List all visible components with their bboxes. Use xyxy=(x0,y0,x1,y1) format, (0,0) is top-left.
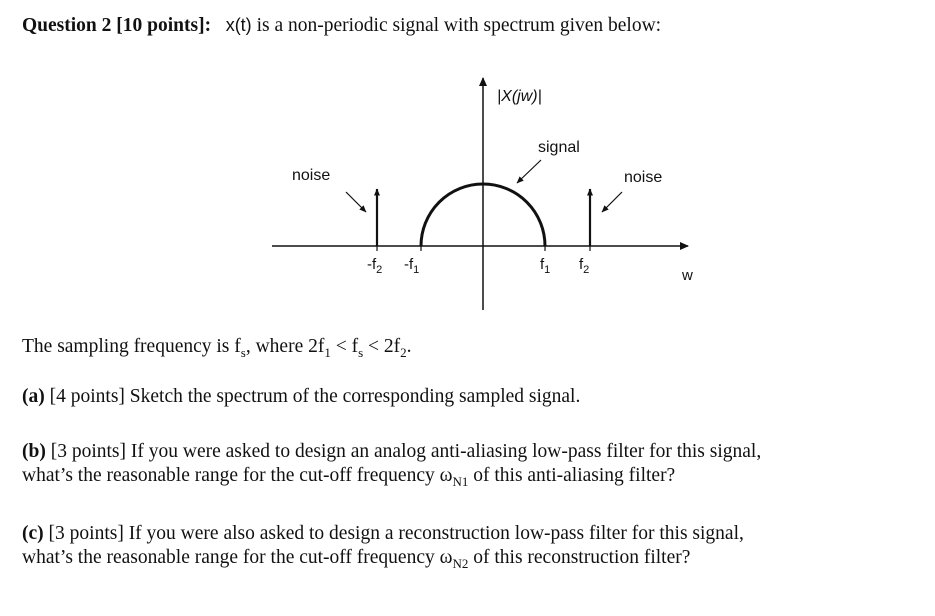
less-than-1: < xyxy=(330,336,352,357)
noise-left-pointer-arrow xyxy=(346,192,366,212)
part-a-text: [4 points] Sketch the spectrum of the corresponding sampled signal. xyxy=(44,386,581,407)
sampling-prefix: The sampling frequency is xyxy=(22,336,235,357)
signal-pointer-arrow xyxy=(517,160,541,183)
fs-symbol: f xyxy=(234,336,241,357)
sampling-end: . xyxy=(406,336,412,357)
sampling-frequency-sentence xyxy=(22,335,412,365)
part-c-line1-text: [3 points] If you were also asked to design a reconstruction low-pass filter for this signal, xyxy=(43,523,744,544)
tick-label-f1: $f_1$ xyxy=(540,256,551,276)
part-b-line-1 xyxy=(22,440,761,464)
two-f-two: 2f xyxy=(383,336,401,357)
signal-name: x(t) xyxy=(225,15,252,35)
tick-label-f2: $f_2$ xyxy=(579,256,590,276)
part-b-line1-text: [3 points] If you were asked to design an analog anti-aliasing low-pass filter for this signal, xyxy=(45,441,762,462)
magnitude-axis-label: |X(jw)| xyxy=(497,88,542,105)
omega-n2: ω xyxy=(439,547,453,568)
f-two-subscript: 2 xyxy=(400,344,407,360)
frequency-axis-label: w xyxy=(682,267,693,284)
part-c-line-1 xyxy=(22,522,744,546)
omega-n1-subscript: N1 xyxy=(452,473,469,489)
part-a-label: (a) xyxy=(22,386,45,407)
noise-right-pointer-arrow xyxy=(602,192,622,212)
two-f-one: 2f xyxy=(308,336,325,357)
noise-right-label: noise xyxy=(624,169,663,186)
less-than-2: < xyxy=(363,336,384,357)
fs-symbol-2: f xyxy=(351,336,359,357)
part-c-line2-post: of this reconstruction filter? xyxy=(468,547,691,568)
omega-n2-subscript: N2 xyxy=(452,555,469,571)
f-one-subscript: 1 xyxy=(324,344,331,360)
part-c-line-2 xyxy=(22,546,690,576)
question-number: Question 2 [10 points]: xyxy=(22,15,212,36)
part-c-label: (c) xyxy=(22,523,44,544)
fs-subscript: s xyxy=(240,344,246,360)
part-b-line-2 xyxy=(22,464,675,494)
part-b-label: (b) xyxy=(22,441,46,462)
omega-n1: ω xyxy=(439,465,453,486)
sampling-mid: , where xyxy=(245,336,309,357)
part-a xyxy=(22,385,580,409)
fs-subscript-2: s xyxy=(358,344,364,360)
part-b-line2-post: of this anti-aliasing filter? xyxy=(468,465,676,486)
tick-label-neg-f2: $-f_2$ xyxy=(367,256,383,276)
question-intro: is a non-periodic signal with spectrum given below: xyxy=(251,15,662,36)
signal-label: signal xyxy=(538,139,580,156)
part-c-line2-pre: what’s the reasonable range for the cut-off frequency xyxy=(22,547,440,568)
noise-left-label: noise xyxy=(292,167,331,184)
tick-label-neg-f1: $-f_1$ xyxy=(404,256,420,276)
part-b-line2-pre: what’s the reasonable range for the cut-off frequency xyxy=(22,465,440,486)
